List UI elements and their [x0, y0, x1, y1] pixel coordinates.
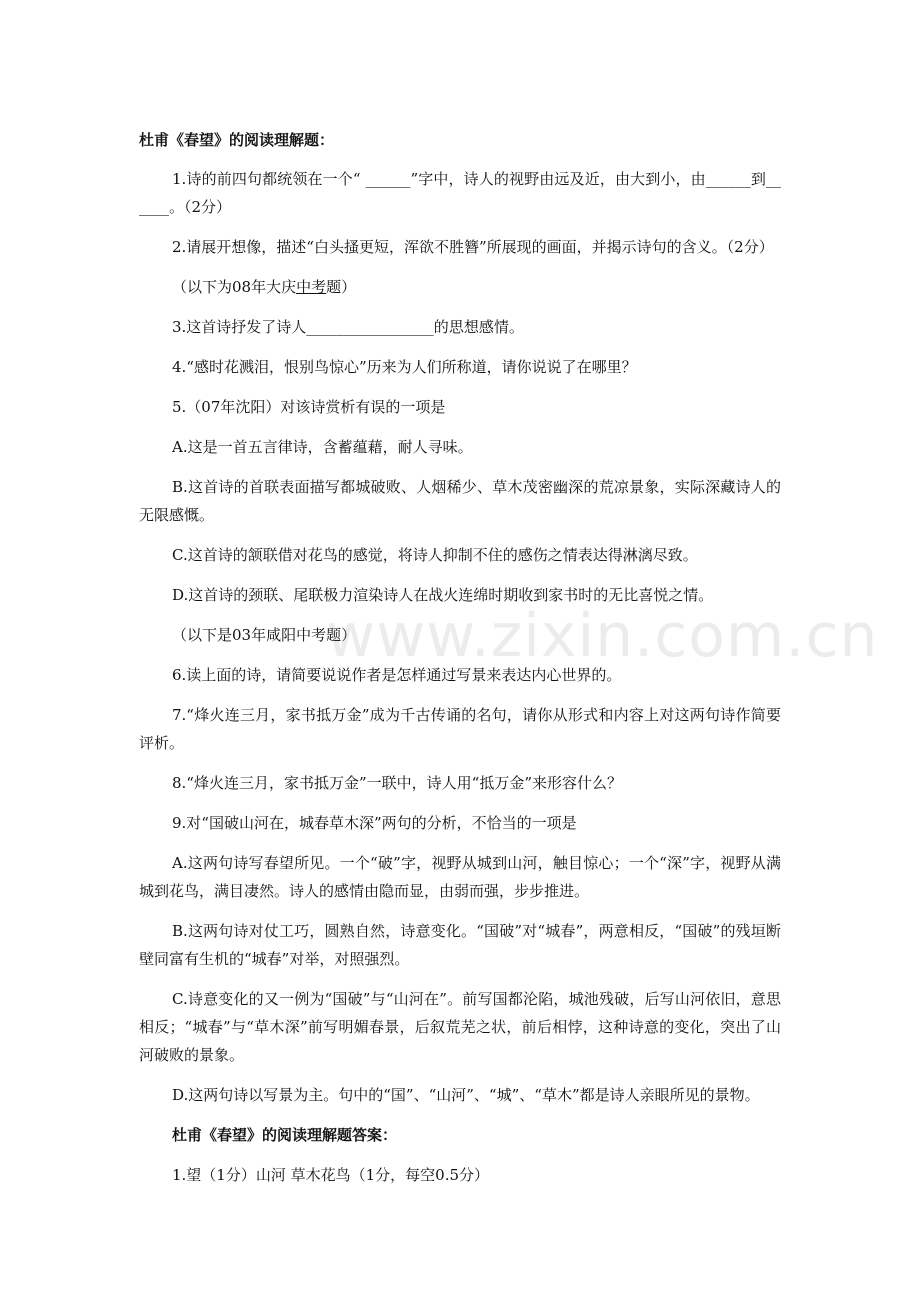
question-4: 4.“感时花溅泪，恨别鸟惊心”历来为人们所称道，请你说说了在哪里？ [172, 358, 637, 376]
question-3: 3.这首诗抒发了诗人_________________的思想感情。 [172, 318, 524, 336]
section-note-daqing-underlined: 中考 [296, 278, 327, 296]
question-9-option-d: D.这两句诗以写景为主。句中的“国”、“山河”、“城”、“草木”都是诗人亲眼所见的景物。 [172, 1086, 760, 1104]
question-8: 8.“烽火连三月，家书抵万金”一联中，诗人用“抵万金”来形容什么？ [172, 774, 622, 792]
answer-1: 1.望（1分）山河 草木花鸟（1分，每空0.5分） [172, 1166, 490, 1184]
question-5-option-b: B.这首诗的首联表面描写都城破败、人烟稀少、草木茂密幽深的荒凉景象，实际深藏诗人的无限感慨。 [139, 478, 781, 524]
question-9-option-b: B.这两句诗对仗工巧，圆熟自然，诗意变化。“国破”对“城春”，两意相反，“国破”的残垣断壁同富有生机的“城春”对举，对照强烈。 [139, 922, 781, 968]
question-5: 5.（07年沈阳）对该诗赏析有误的一项是 [172, 398, 446, 416]
question-6: 6.读上面的诗，请简要说说作者是怎样通过写景来表达内心世界的。 [172, 666, 622, 684]
question-5-option-d: D.这首诗的颈联、尾联极力渲染诗人在战火连绵时期收到家书时的无比喜悦之情。 [172, 586, 714, 604]
question-2: 2.请展开想像，描述“白头搔更短，浑欲不胜簪”所展现的画面，并揭示诗句的含义。（2分） [172, 238, 774, 256]
section-note-daqing [139, 273, 781, 301]
question-5-option-c: C.这首诗的颔联借对花鸟的感觉，将诗人抑制不住的感伤之情表达得淋漓尽致。 [172, 546, 698, 564]
question-9: 9.对“国破山河在，城春草木深”两句的分析，不恰当的一项是 [172, 814, 577, 832]
section-note-daqing-suffix: 题） [326, 278, 357, 296]
watermark: www.zixin.com.cn [326, 601, 879, 671]
section-note-daqing-prefix: （以下为08年大庆 [172, 278, 297, 296]
question-9-option-a: A.这两句诗写春望所见。一个“破”字，视野从城到山河，触目惊心；一个“深”字，视野从满城到花鸟，满目凄然。诗人的感情由隐而显，由弱而强，步步推进。 [139, 854, 781, 900]
question-7: 7.“烽火连三月，家书抵万金”成为千古传诵的名句，请你从形式和内容上对这两句诗作简要评析。 [139, 706, 781, 752]
document-title: 杜甫《春望》的阅读理解题： [139, 131, 335, 149]
question-5-option-a: A.这是一首五言律诗，含蓄蕴藉，耐人寻味。 [172, 438, 473, 456]
answer-title: 杜甫《春望》的阅读理解题答案： [172, 1126, 398, 1144]
question-1: 1.诗的前四句都统领在一个“ ______”字中，诗人的视野由远及近，由大到小，由______到______。（2分） [139, 170, 781, 216]
section-note-xianyang: （以下是03年咸阳中考题） [172, 626, 357, 644]
document-body [139, 126, 781, 1201]
question-9-option-c: C.诗意变化的又一例为“国破”与“山河在”。前写国都沦陷，城池残破，后写山河依旧，意思相反；“城春”与“草木深”前写明媚春景，后叙荒芜之状，前后相悖，这种诗意的变化，突出了山河破败的景象。 [139, 990, 781, 1064]
